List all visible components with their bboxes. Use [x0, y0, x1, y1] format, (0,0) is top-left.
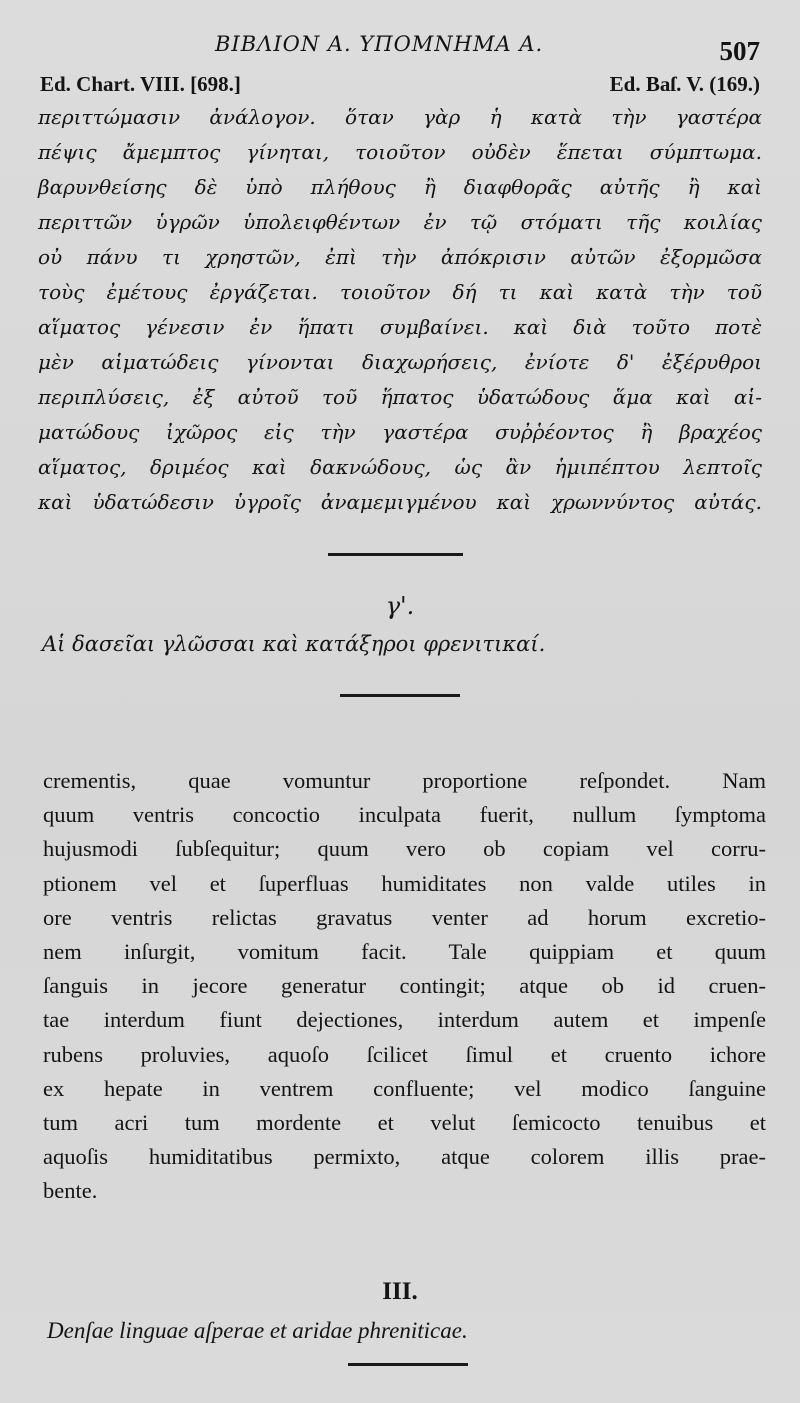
greek-line: καὶ ὑδατώδεσιν ὑγροῖς ἀναμεμιγμένου καὶ χρωννύντος αὐτάς.: [38, 490, 762, 514]
greek-line: πέψις ἄμεμπτος γίνηται, τοιοῦτον οὐδὲν ἕπεται σύμπτωμα.: [38, 140, 762, 164]
latin-line: ex hepate in ventrem confluente; vel modico ſanguine: [43, 1075, 766, 1101]
greek-line: βαρυνθείσης δὲ ὑπὸ πλήθους ἢ διαφθορᾶς αὐτῆς ἢ καὶ: [38, 175, 762, 199]
greek-section-number: γ'.: [385, 592, 415, 620]
latin-line: tum acri tum mordente et velut ſemicocto tenuibus et: [43, 1110, 766, 1136]
latin-line: nem inſurgit, vomitum facit. Tale quippiam et quum: [43, 939, 766, 965]
greek-text-block: [38, 100, 762, 520]
greek-line: ματώδους ἰχῶρος εἰς τὴν γαστέρα συῤῥέοντος ἢ βραχέος: [38, 420, 762, 444]
latin-line: quum ventris concoctio inculpata fuerit, nullum ſymptoma: [43, 802, 766, 828]
greek-section-title: Αἱ δασεῖαι γλῶσσαι καὶ κατάξηροι φρενιτικαί.: [42, 632, 546, 656]
latin-line: crementis, quae vomuntur proportione reſpondet. Nam: [43, 768, 766, 793]
greek-line: οὐ πάνυ τι χρηστῶν, ἐπὶ τὴν ἀπόκρισιν αὐτῶν ἐξορμῶσα: [38, 245, 762, 269]
edition-chartier-ref: Ed. Chart. VIII. [698.]: [40, 72, 241, 96]
greek-line: αἵματος, δριμέος καὶ δακνώδους, ὡς ἂν ἡμιπέπτου λεπτοῖς: [38, 455, 762, 479]
latin-line: aquoſis humiditatibus permixto, atque colorem illis prae-: [43, 1144, 766, 1170]
latin-line: ſanguis in jecore generatur contingit; atque ob id cruen-: [43, 973, 766, 999]
greek-line: μὲν αἱματώδεις γίνονται διαχωρήσεις, ἐνίοτε δ' ἐξέρυθροι: [38, 350, 762, 374]
section-divider: [348, 1363, 468, 1366]
latin-text-block: [43, 764, 766, 1209]
latin-section-number: III.: [382, 1278, 418, 1305]
section-divider: [328, 553, 463, 556]
running-title: ΒΙΒΛΙΟΝ Α. ΥΠΟΜΝΗΜΑ Α.: [215, 32, 544, 56]
latin-line: ptionem vel et ſuperfluas humiditates non valde utiles in: [43, 870, 766, 896]
latin-line: hujusmodi ſubſequitur; quum vero ob copiam vel corru-: [43, 836, 766, 862]
edition-references: [40, 72, 760, 102]
greek-line: τοὺς ἐμέτους ἐργάζεται. τοιοῦτον δή τι καὶ κατὰ τὴν τοῦ: [38, 280, 762, 304]
latin-section-title: Denſae linguae aſperae et aridae phreniticae.: [47, 1318, 468, 1343]
edition-basel-ref: Ed. Baſ. V. (169.): [609, 72, 760, 96]
latin-line: bente.: [43, 1178, 98, 1204]
latin-line: tae interdum fiunt dejectiones, interdum autem et impenſe: [43, 1007, 766, 1033]
section-divider: [340, 694, 460, 697]
greek-line: περιπλύσεις, ἐξ αὐτοῦ τοῦ ἥπατος ὑδατώδους ἅμα καὶ αἱ-: [38, 385, 762, 409]
greek-line: αἵματος γένεσιν ἐν ἥπατι συμβαίνει. καὶ διὰ τοῦτο ποτὲ: [38, 315, 762, 339]
latin-line: rubens proluvies, aquoſo ſcilicet ſimul et cruento ichore: [43, 1041, 766, 1067]
running-head: [0, 28, 800, 68]
greek-line: περιττώμασιν ἀνάλογον. ὅταν γὰρ ἡ κατὰ τὴν γαστέρα: [38, 105, 762, 129]
greek-line: περιττῶν ὑγρῶν ὑπολειφθέντων ἐν τῷ στόματι τῆς κοιλίας: [38, 210, 762, 234]
latin-line: ore ventris relictas gravatus venter ad horum excretio-: [43, 904, 766, 930]
page-number: 507: [719, 36, 760, 66]
